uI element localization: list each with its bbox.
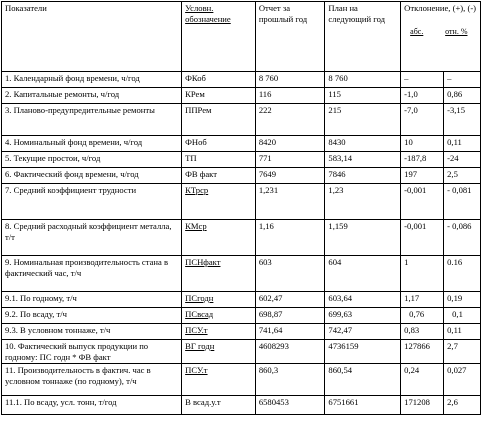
row-abs-deviation: 0,24	[401, 364, 444, 396]
row-prev-year: 771	[255, 152, 325, 168]
row-abs-deviation: 0,83	[401, 324, 444, 340]
header-rel: отн. %	[445, 27, 468, 36]
row-rel-deviation: -24	[444, 152, 481, 168]
row-symbol: ФВ факт	[182, 168, 256, 184]
row-name: 9. Номинальная производительность стана в фактический час, т/ч	[2, 256, 182, 292]
row-rel-deviation: 0,027	[444, 364, 481, 396]
row-prev-year: 698,87	[255, 308, 325, 324]
row-next-year: 8430	[325, 136, 401, 152]
table-row	[2, 136, 481, 152]
row-abs-deviation: –	[401, 72, 444, 88]
row-name: 5. Текущие простои, ч/год	[2, 152, 182, 168]
row-abs-deviation: 1	[401, 256, 444, 292]
row-prev-year: 6580453	[255, 396, 325, 415]
row-next-year: 1,159	[325, 220, 401, 256]
table-row	[2, 256, 481, 292]
row-abs-deviation: -187,8	[401, 152, 444, 168]
row-prev-year: 603	[255, 256, 325, 292]
row-rel-deviation: 0.16	[444, 256, 481, 292]
row-symbol: ПСгодн	[182, 292, 256, 308]
table-row	[2, 72, 481, 88]
row-rel-deviation: 0,11	[444, 324, 481, 340]
row-prev-year: 860,3	[255, 364, 325, 396]
row-symbol: ПСвсад	[182, 308, 256, 324]
row-next-year: 6751661	[325, 396, 401, 415]
row-symbol: ППРем	[182, 104, 256, 136]
indicators-table	[1, 1, 481, 415]
row-abs-deviation: 171208	[401, 396, 444, 415]
row-next-year: 215	[325, 104, 401, 136]
header-symbol: Условн. обозначение	[182, 2, 256, 72]
row-next-year: 860,54	[325, 364, 401, 396]
row-rel-deviation: 2,5	[444, 168, 481, 184]
row-next-year: 583,14	[325, 152, 401, 168]
row-rel-deviation: 2,7	[444, 340, 481, 364]
row-name: 9.1. По годному, т/ч	[2, 292, 182, 308]
row-symbol: ТП	[182, 152, 256, 168]
row-next-year: 604	[325, 256, 401, 292]
table-row	[2, 324, 481, 340]
row-abs-deviation: 0,76	[401, 308, 444, 324]
row-next-year: 115	[325, 88, 401, 104]
row-abs-deviation: 10	[401, 136, 444, 152]
row-next-year: 7846	[325, 168, 401, 184]
row-rel-deviation: 0,11	[444, 136, 481, 152]
row-abs-deviation: 197	[401, 168, 444, 184]
row-prev-year: 1,231	[255, 184, 325, 220]
table-row	[2, 292, 481, 308]
row-prev-year: 1,16	[255, 220, 325, 256]
row-name: 1. Календарный фонд времени, ч/год	[2, 72, 182, 88]
header-indicators: Показатели	[2, 2, 182, 72]
row-rel-deviation: 0,1	[444, 308, 481, 324]
table-row	[2, 152, 481, 168]
row-name: 6. Фактический фонд времени, ч/год	[2, 168, 182, 184]
row-rel-deviation: - 0,086	[444, 220, 481, 256]
row-symbol: КМср	[182, 220, 256, 256]
table-row	[2, 396, 481, 415]
row-abs-deviation: -0,001	[401, 220, 444, 256]
row-prev-year: 602,47	[255, 292, 325, 308]
row-next-year: 699,63	[325, 308, 401, 324]
table-row	[2, 88, 481, 104]
row-next-year: 603,64	[325, 292, 401, 308]
row-prev-year: 741,64	[255, 324, 325, 340]
row-next-year: 8 760	[325, 72, 401, 88]
row-abs-deviation: -7,0	[401, 104, 444, 136]
row-rel-deviation: 2,6	[444, 396, 481, 415]
row-prev-year: 8420	[255, 136, 325, 152]
row-symbol: ПСУ.т	[182, 364, 256, 396]
row-abs-deviation: 1,17	[401, 292, 444, 308]
row-symbol: ВГ годн	[182, 340, 256, 364]
header-abs: абс.	[410, 27, 424, 36]
row-symbol: ФКоб	[182, 72, 256, 88]
row-name: 4. Номинальный фонд времени, ч/год	[2, 136, 182, 152]
row-name: 3. Планово-предупредительные ремонты	[2, 104, 182, 136]
table-row	[2, 364, 481, 396]
row-name: 8. Средний расходный коэффициент металла, т/т	[2, 220, 182, 256]
row-abs-deviation: -0,001	[401, 184, 444, 220]
row-name: 10. Фактический выпуск продукции по годному: ПС годн * ФВ факт	[2, 340, 182, 364]
row-name: 2. Капитальные ремонты, ч/год	[2, 88, 182, 104]
row-symbol: ФНоб	[182, 136, 256, 152]
row-symbol: В всад.у.т	[182, 396, 256, 415]
table-row	[2, 220, 481, 256]
table-row	[2, 308, 481, 324]
row-next-year: 4736159	[325, 340, 401, 364]
table-row	[2, 340, 481, 364]
table-row	[2, 168, 481, 184]
header-deviation: Отклонение, (+), (-) абс. отн. %	[401, 2, 481, 72]
row-symbol: ПСУ.т	[182, 324, 256, 340]
row-next-year: 742,47	[325, 324, 401, 340]
row-next-year: 1,23	[325, 184, 401, 220]
row-rel-deviation: 0,19	[444, 292, 481, 308]
row-symbol: КТрср	[182, 184, 256, 220]
row-rel-deviation: –	[444, 72, 481, 88]
row-prev-year: 116	[255, 88, 325, 104]
row-abs-deviation: -1,0	[401, 88, 444, 104]
row-name: 11. Производительность в фактич. час в условном тоннаже (по годному), т/ч	[2, 364, 182, 396]
row-rel-deviation: -3,15	[444, 104, 481, 136]
row-prev-year: 7649	[255, 168, 325, 184]
header-next-year: План на следующий год	[325, 2, 401, 72]
row-abs-deviation: 127866	[401, 340, 444, 364]
row-rel-deviation: - 0,081	[444, 184, 481, 220]
row-prev-year: 8 760	[255, 72, 325, 88]
table-header-row	[2, 2, 481, 72]
row-name: 9.3. В условном тоннаже, т/ч	[2, 324, 182, 340]
row-name: 11.1. По всаду, усл. тонн, т/год	[2, 396, 182, 415]
header-prev-year: Отчет за прошлый год	[255, 2, 325, 72]
row-prev-year: 222	[255, 104, 325, 136]
table-row	[2, 184, 481, 220]
row-symbol: ПСНфакт	[182, 256, 256, 292]
row-prev-year: 4608293	[255, 340, 325, 364]
table-row	[2, 104, 481, 136]
row-name: 9.2. По всаду, т/ч	[2, 308, 182, 324]
row-rel-deviation: 0,86	[444, 88, 481, 104]
row-name: 7. Средний коэффициент трудности	[2, 184, 182, 220]
row-symbol: КРем	[182, 88, 256, 104]
